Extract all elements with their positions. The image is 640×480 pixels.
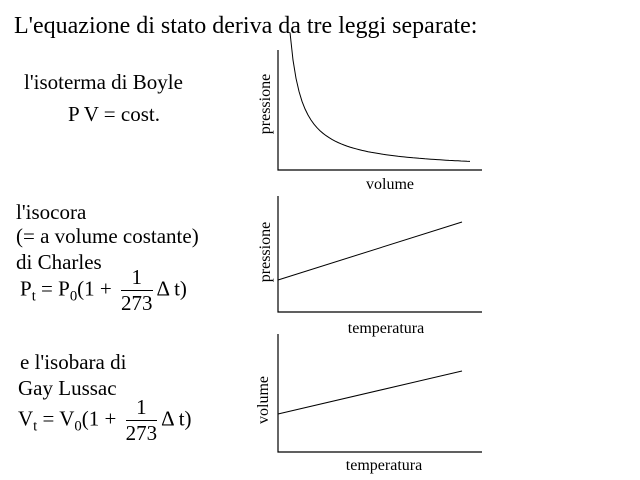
gay-y-label: volume (255, 376, 272, 424)
gay-fraction (126, 397, 158, 444)
charles-fraction (121, 267, 153, 314)
charles-formula-close: Δ t) (156, 276, 187, 301)
gay-chart-axes (278, 334, 482, 452)
gay-formula-rhs: V (59, 406, 75, 431)
charles-x-label: temperatura (347, 320, 425, 337)
gay-formula-eq: = (37, 406, 60, 431)
boyle-formula: P V = cost. (68, 102, 160, 126)
gay-fraction-numerator: 1 (136, 395, 147, 419)
gay-formula-open: (1 + (81, 406, 122, 431)
boyle-y-label: pressione (257, 73, 274, 135)
gay-chart (250, 328, 490, 478)
boyle-law-name: l'isoterma di Boyle (24, 70, 183, 94)
charles-formula-rhs: P (58, 276, 70, 301)
page-title: L'equazione di stato deriva da tre leggi separate: (14, 13, 478, 39)
charles-formula-rhs-sub: 0 (69, 288, 78, 305)
charles-chart (250, 192, 490, 342)
charles-line-3: di Charles (16, 250, 102, 274)
gay-formula-lhs: V (18, 406, 34, 431)
gay-formula-close: Δ t) (161, 406, 192, 431)
boyle-chart-axes (278, 50, 482, 170)
charles-line (278, 222, 462, 280)
charles-formula-eq: = (35, 276, 59, 301)
charles-formula (20, 267, 187, 314)
charles-fraction-numerator: 1 (131, 265, 142, 289)
gay-x-label: temperatura (345, 457, 423, 474)
charles-y-label: pressione (257, 221, 274, 283)
charles-fraction-denominator: 273 (121, 291, 153, 315)
gay-fraction-denominator: 273 (125, 421, 158, 445)
boyle-chart (250, 48, 490, 198)
gay-line-1: e l'isobara di (20, 350, 127, 374)
boyle-x-label: volume (366, 176, 414, 193)
charles-line-1: l'isocora (16, 200, 87, 224)
gay-line-2: Gay Lussac (18, 376, 117, 400)
charles-formula-open: (1 + (77, 276, 117, 301)
charles-chart-axes (278, 196, 482, 312)
boyle-curve (290, 33, 470, 162)
gay-formula (18, 397, 192, 444)
charles-formula-lhs: P (20, 276, 32, 301)
charles-line-2: (= a volume costante) (16, 224, 199, 248)
charles-formula-lhs-sub: t (31, 288, 36, 305)
gay-line (278, 371, 462, 414)
gay-formula-lhs-sub: t (33, 418, 38, 435)
gay-formula-rhs-sub: 0 (74, 418, 82, 435)
